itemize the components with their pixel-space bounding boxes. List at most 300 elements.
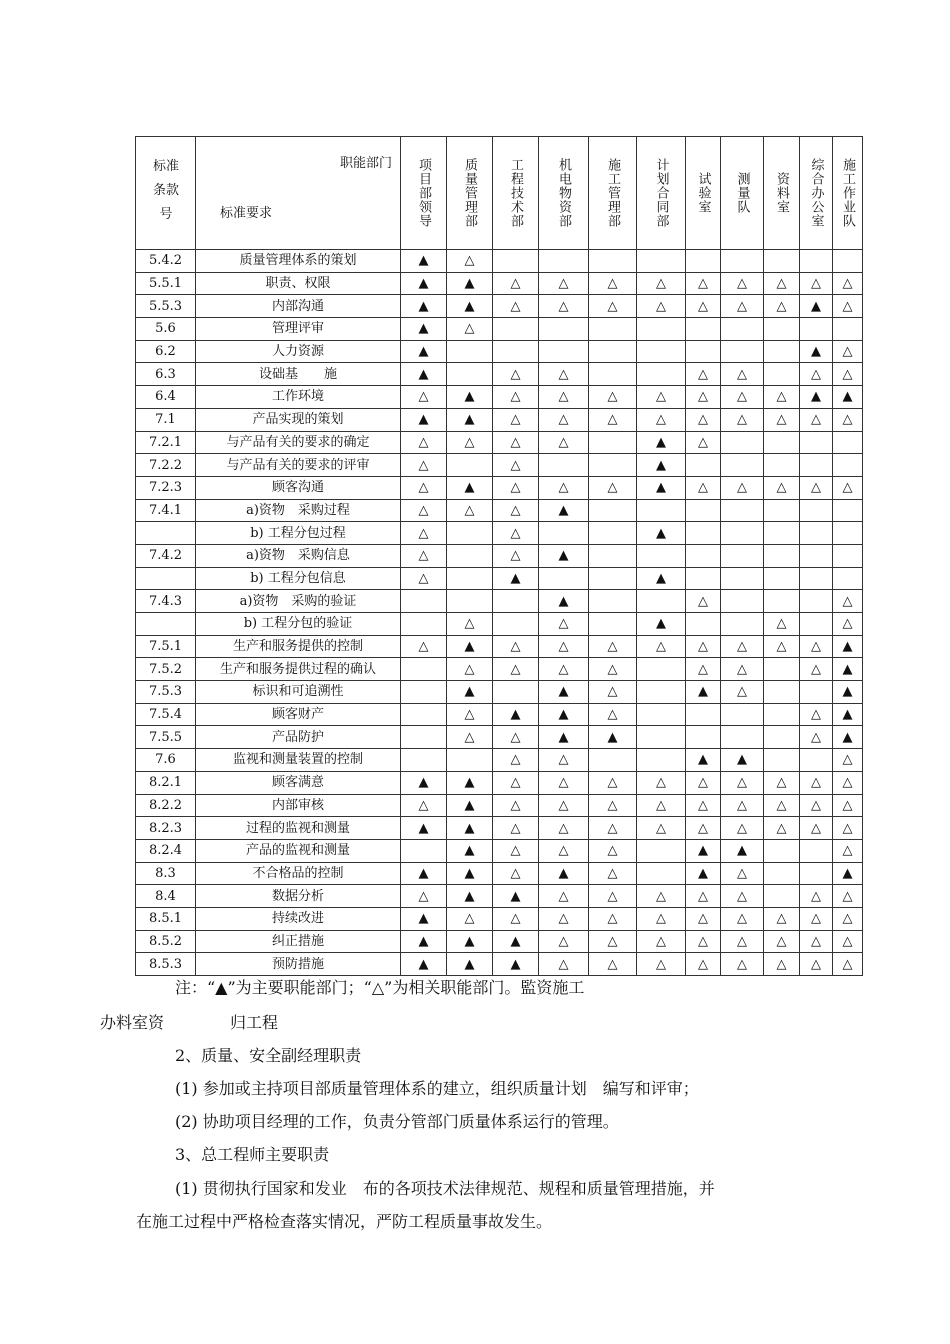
table-row xyxy=(136,340,863,363)
related-mark: △ xyxy=(447,658,493,681)
table-row xyxy=(136,839,863,862)
primary-mark: ▲ xyxy=(539,703,589,726)
related-mark: △ xyxy=(686,817,721,840)
primary-mark: ▲ xyxy=(401,862,447,885)
section-3-item-1-line-2: 在施工过程中严格检查落实情况，严防工程质量事故发生。 xyxy=(136,1212,553,1231)
empty-cell xyxy=(447,522,493,545)
requirement-cell: 管理评审 xyxy=(196,318,401,341)
primary-mark: ▲ xyxy=(493,703,539,726)
primary-mark: ▲ xyxy=(401,408,447,431)
requirement-cell: 顾客沟通 xyxy=(196,476,401,499)
related-mark: △ xyxy=(764,907,800,930)
header-split-cell xyxy=(196,137,401,250)
related-mark: △ xyxy=(589,272,637,295)
empty-cell xyxy=(721,454,764,477)
clause-code-cell: 8.2.4 xyxy=(136,839,196,862)
related-mark: △ xyxy=(493,907,539,930)
primary-mark: ▲ xyxy=(686,681,721,704)
empty-cell xyxy=(764,340,800,363)
section-3-title: 3、总工程师主要职责 xyxy=(175,1145,330,1164)
empty-cell xyxy=(637,544,686,567)
table-row xyxy=(136,544,863,567)
requirement-cell: 数据分析 xyxy=(196,885,401,908)
related-mark: △ xyxy=(686,794,721,817)
related-mark: △ xyxy=(764,817,800,840)
table-row xyxy=(136,771,863,794)
empty-cell xyxy=(447,454,493,477)
related-mark: △ xyxy=(539,749,589,772)
related-mark: △ xyxy=(589,476,637,499)
empty-cell xyxy=(721,318,764,341)
empty-cell xyxy=(833,544,863,567)
empty-cell xyxy=(637,340,686,363)
related-mark: △ xyxy=(401,522,447,545)
empty-cell xyxy=(686,567,721,590)
related-mark: △ xyxy=(686,431,721,454)
related-mark: △ xyxy=(800,272,833,295)
related-mark: △ xyxy=(764,930,800,953)
related-mark: △ xyxy=(401,431,447,454)
department-header: 机电物资部 xyxy=(539,137,589,250)
table-row xyxy=(136,318,863,341)
clause-code-cell: 7.4.2 xyxy=(136,544,196,567)
related-mark: △ xyxy=(833,272,863,295)
table-row xyxy=(136,635,863,658)
empty-cell xyxy=(637,590,686,613)
empty-cell xyxy=(833,522,863,545)
primary-mark: ▲ xyxy=(539,862,589,885)
related-mark: △ xyxy=(721,907,764,930)
requirement-header-label: 标准要求 xyxy=(220,206,273,221)
requirement-cell: 持续改进 xyxy=(196,907,401,930)
primary-mark: ▲ xyxy=(401,363,447,386)
related-mark: △ xyxy=(764,386,800,409)
empty-cell xyxy=(539,454,589,477)
related-mark: △ xyxy=(833,476,863,499)
primary-mark: ▲ xyxy=(637,431,686,454)
empty-cell xyxy=(800,862,833,885)
requirement-cell: 不合格品的控制 xyxy=(196,862,401,885)
empty-cell xyxy=(637,726,686,749)
empty-cell xyxy=(800,590,833,613)
related-mark: △ xyxy=(493,749,539,772)
related-mark: △ xyxy=(637,272,686,295)
requirement-cell: 产品实现的策划 xyxy=(196,408,401,431)
related-mark: △ xyxy=(493,839,539,862)
empty-cell xyxy=(721,567,764,590)
related-mark: △ xyxy=(637,953,686,976)
related-mark: △ xyxy=(833,930,863,953)
primary-mark: ▲ xyxy=(833,386,863,409)
related-mark: △ xyxy=(493,431,539,454)
clause-code-cell: 7.5.2 xyxy=(136,658,196,681)
related-mark: △ xyxy=(401,454,447,477)
requirement-cell: b) 工程分包信息 xyxy=(196,567,401,590)
related-mark: △ xyxy=(401,386,447,409)
table-row xyxy=(136,590,863,613)
related-mark: △ xyxy=(589,885,637,908)
related-mark: △ xyxy=(589,408,637,431)
primary-mark: ▲ xyxy=(447,635,493,658)
empty-cell xyxy=(764,862,800,885)
clause-code-cell: 8.2.3 xyxy=(136,817,196,840)
empty-cell xyxy=(833,431,863,454)
primary-mark: ▲ xyxy=(539,681,589,704)
related-mark: △ xyxy=(721,295,764,318)
related-mark: △ xyxy=(589,386,637,409)
related-mark: △ xyxy=(721,771,764,794)
related-mark: △ xyxy=(539,476,589,499)
related-mark: △ xyxy=(721,363,764,386)
empty-cell xyxy=(721,340,764,363)
related-mark: △ xyxy=(493,658,539,681)
department-header: 试验室 xyxy=(686,137,721,250)
primary-mark: ▲ xyxy=(493,953,539,976)
section-2-item-2: (2) 协助项目经理的工作，负责分管部门质量体系运行的管理。 xyxy=(175,1112,619,1131)
related-mark: △ xyxy=(493,499,539,522)
clause-code-cell: 7.5.5 xyxy=(136,726,196,749)
primary-mark: ▲ xyxy=(539,726,589,749)
requirement-cell: 与产品有关的要求的评审 xyxy=(196,454,401,477)
primary-mark: ▲ xyxy=(401,907,447,930)
related-mark: △ xyxy=(401,567,447,590)
empty-cell xyxy=(721,431,764,454)
empty-cell xyxy=(493,613,539,636)
requirement-cell: 标识和可追溯性 xyxy=(196,681,401,704)
related-mark: △ xyxy=(764,771,800,794)
clause-code-cell: 8.5.3 xyxy=(136,953,196,976)
empty-cell xyxy=(493,318,539,341)
corner-cell xyxy=(136,137,196,250)
requirement-cell: 生产和服务提供过程的确认 xyxy=(196,658,401,681)
empty-cell xyxy=(589,522,637,545)
related-mark: △ xyxy=(686,930,721,953)
requirement-cell: 设础基 施 xyxy=(196,363,401,386)
related-mark: △ xyxy=(539,930,589,953)
related-mark: △ xyxy=(493,295,539,318)
primary-mark: ▲ xyxy=(833,862,863,885)
empty-cell xyxy=(833,250,863,273)
empty-cell xyxy=(764,839,800,862)
primary-mark: ▲ xyxy=(401,953,447,976)
empty-cell xyxy=(833,567,863,590)
related-mark: △ xyxy=(589,907,637,930)
legend-note: 注：“▲”为主要职能部门；“△”为相关职能部门。監资施工 xyxy=(175,978,585,997)
related-mark: △ xyxy=(764,635,800,658)
related-mark: △ xyxy=(800,817,833,840)
related-mark: △ xyxy=(833,613,863,636)
requirement-cell: a)资物 采购过程 xyxy=(196,499,401,522)
clause-code-cell xyxy=(136,567,196,590)
related-mark: △ xyxy=(493,454,539,477)
related-mark: △ xyxy=(589,635,637,658)
related-mark: △ xyxy=(721,635,764,658)
primary-mark: ▲ xyxy=(833,658,863,681)
empty-cell xyxy=(721,499,764,522)
empty-cell xyxy=(539,567,589,590)
empty-cell xyxy=(401,681,447,704)
empty-cell xyxy=(764,590,800,613)
related-mark: △ xyxy=(686,885,721,908)
empty-cell xyxy=(539,340,589,363)
table-row xyxy=(136,499,863,522)
primary-mark: ▲ xyxy=(800,340,833,363)
department-header: 质量管理部 xyxy=(447,137,493,250)
related-mark: △ xyxy=(539,771,589,794)
table-row xyxy=(136,386,863,409)
related-mark: △ xyxy=(833,817,863,840)
empty-cell xyxy=(686,544,721,567)
related-mark: △ xyxy=(493,522,539,545)
related-mark: △ xyxy=(721,817,764,840)
related-mark: △ xyxy=(833,340,863,363)
related-mark: △ xyxy=(800,635,833,658)
clause-code-cell: 8.2.1 xyxy=(136,771,196,794)
primary-mark: ▲ xyxy=(833,726,863,749)
empty-cell xyxy=(764,658,800,681)
related-mark: △ xyxy=(539,363,589,386)
related-mark: △ xyxy=(800,363,833,386)
clause-code-cell: 8.2.2 xyxy=(136,794,196,817)
related-mark: △ xyxy=(589,681,637,704)
requirement-cell: 内部审核 xyxy=(196,794,401,817)
empty-cell xyxy=(589,544,637,567)
empty-cell xyxy=(447,340,493,363)
table-row xyxy=(136,953,863,976)
requirement-cell: b) 工程分包的验证 xyxy=(196,613,401,636)
empty-cell xyxy=(637,862,686,885)
related-mark: △ xyxy=(589,862,637,885)
department-header: 项目部领导 xyxy=(401,137,447,250)
related-mark: △ xyxy=(637,635,686,658)
primary-mark: ▲ xyxy=(493,567,539,590)
table-row xyxy=(136,363,863,386)
related-mark: △ xyxy=(539,658,589,681)
related-mark: △ xyxy=(637,930,686,953)
requirement-cell: 顾客财产 xyxy=(196,703,401,726)
primary-mark: ▲ xyxy=(493,885,539,908)
table-row xyxy=(136,681,863,704)
related-mark: △ xyxy=(539,885,589,908)
related-mark: △ xyxy=(589,658,637,681)
table-row xyxy=(136,862,863,885)
department-header: 施工作业队 xyxy=(833,137,863,250)
table-row xyxy=(136,658,863,681)
related-mark: △ xyxy=(686,476,721,499)
related-mark: △ xyxy=(493,386,539,409)
primary-mark: ▲ xyxy=(447,681,493,704)
related-mark: △ xyxy=(637,771,686,794)
clause-code-cell: 8.4 xyxy=(136,885,196,908)
empty-cell xyxy=(833,499,863,522)
clause-code-cell: 7.4.1 xyxy=(136,499,196,522)
table-row xyxy=(136,885,863,908)
related-mark: △ xyxy=(686,408,721,431)
related-mark: △ xyxy=(539,907,589,930)
primary-mark: ▲ xyxy=(447,885,493,908)
clause-code-cell: 7.4.3 xyxy=(136,590,196,613)
related-mark: △ xyxy=(800,930,833,953)
empty-cell xyxy=(833,318,863,341)
empty-cell xyxy=(764,318,800,341)
related-mark: △ xyxy=(764,953,800,976)
primary-mark: ▲ xyxy=(447,295,493,318)
related-mark: △ xyxy=(686,907,721,930)
clause-code-cell: 6.2 xyxy=(136,340,196,363)
clause-code-cell: 7.5.3 xyxy=(136,681,196,704)
empty-cell xyxy=(447,749,493,772)
empty-cell xyxy=(721,522,764,545)
empty-cell xyxy=(589,250,637,273)
empty-cell xyxy=(686,250,721,273)
related-mark: △ xyxy=(637,408,686,431)
primary-mark: ▲ xyxy=(401,817,447,840)
clause-code-cell: 7.1 xyxy=(136,408,196,431)
empty-cell xyxy=(686,703,721,726)
empty-cell xyxy=(800,839,833,862)
table-row xyxy=(136,408,863,431)
table-row xyxy=(136,295,863,318)
primary-mark: ▲ xyxy=(447,476,493,499)
primary-mark: ▲ xyxy=(401,930,447,953)
empty-cell xyxy=(589,318,637,341)
related-mark: △ xyxy=(493,862,539,885)
empty-cell xyxy=(764,544,800,567)
empty-cell xyxy=(447,590,493,613)
related-mark: △ xyxy=(589,839,637,862)
empty-cell xyxy=(493,590,539,613)
table-row xyxy=(136,476,863,499)
empty-cell xyxy=(401,590,447,613)
primary-mark: ▲ xyxy=(637,454,686,477)
primary-mark: ▲ xyxy=(447,930,493,953)
requirement-cell: 质量管理体系的策划 xyxy=(196,250,401,273)
related-mark: △ xyxy=(493,794,539,817)
empty-cell xyxy=(447,567,493,590)
empty-cell xyxy=(764,885,800,908)
related-mark: △ xyxy=(401,635,447,658)
department-header: 工程技术部 xyxy=(493,137,539,250)
clause-code-cell: 8.3 xyxy=(136,862,196,885)
related-mark: △ xyxy=(800,885,833,908)
related-mark: △ xyxy=(764,613,800,636)
related-mark: △ xyxy=(833,907,863,930)
related-mark: △ xyxy=(833,885,863,908)
primary-mark: ▲ xyxy=(447,953,493,976)
related-mark: △ xyxy=(539,408,589,431)
primary-mark: ▲ xyxy=(447,272,493,295)
related-mark: △ xyxy=(493,726,539,749)
empty-cell xyxy=(800,613,833,636)
empty-cell xyxy=(686,318,721,341)
empty-cell xyxy=(637,363,686,386)
related-mark: △ xyxy=(686,295,721,318)
primary-mark: ▲ xyxy=(493,930,539,953)
empty-cell xyxy=(764,749,800,772)
related-mark: △ xyxy=(800,726,833,749)
primary-mark: ▲ xyxy=(447,839,493,862)
empty-cell xyxy=(800,499,833,522)
related-mark: △ xyxy=(800,408,833,431)
empty-cell xyxy=(800,749,833,772)
requirement-cell: 生产和服务提供的控制 xyxy=(196,635,401,658)
department-header: 测量队 xyxy=(721,137,764,250)
primary-mark: ▲ xyxy=(401,340,447,363)
related-mark: △ xyxy=(800,907,833,930)
empty-cell xyxy=(721,590,764,613)
related-mark: △ xyxy=(764,408,800,431)
clause-code-cell xyxy=(136,613,196,636)
clause-code-cell: 7.2.1 xyxy=(136,431,196,454)
primary-mark: ▲ xyxy=(833,681,863,704)
empty-cell xyxy=(401,613,447,636)
empty-cell xyxy=(589,749,637,772)
empty-cell xyxy=(447,544,493,567)
related-mark: △ xyxy=(833,771,863,794)
requirement-cell: 过程的监视和测量 xyxy=(196,817,401,840)
related-mark: △ xyxy=(401,794,447,817)
empty-cell xyxy=(800,454,833,477)
table-row xyxy=(136,454,863,477)
table-row xyxy=(136,930,863,953)
related-mark: △ xyxy=(401,544,447,567)
empty-cell xyxy=(637,749,686,772)
empty-cell xyxy=(721,703,764,726)
empty-cell xyxy=(401,839,447,862)
related-mark: △ xyxy=(401,476,447,499)
related-mark: △ xyxy=(447,703,493,726)
related-mark: △ xyxy=(493,363,539,386)
related-mark: △ xyxy=(800,703,833,726)
related-mark: △ xyxy=(721,794,764,817)
clause-code-cell: 8.5.2 xyxy=(136,930,196,953)
related-mark: △ xyxy=(637,386,686,409)
empty-cell xyxy=(401,703,447,726)
related-mark: △ xyxy=(764,476,800,499)
empty-cell xyxy=(721,544,764,567)
department-header-label: 职能部门 xyxy=(339,156,392,171)
empty-cell xyxy=(800,318,833,341)
related-mark: △ xyxy=(539,386,589,409)
primary-mark: ▲ xyxy=(401,771,447,794)
primary-mark: ▲ xyxy=(447,408,493,431)
related-mark: △ xyxy=(447,431,493,454)
related-mark: △ xyxy=(589,953,637,976)
clause-code-cell: 5.6 xyxy=(136,318,196,341)
primary-mark: ▲ xyxy=(401,318,447,341)
empty-cell xyxy=(686,726,721,749)
section-2-title: 2、质量、安全副经理职责 xyxy=(175,1046,362,1065)
empty-cell xyxy=(637,681,686,704)
primary-mark: ▲ xyxy=(401,250,447,273)
related-mark: △ xyxy=(800,953,833,976)
note-continuation-a: 办料室资 xyxy=(100,1013,165,1032)
empty-cell xyxy=(686,454,721,477)
related-mark: △ xyxy=(721,658,764,681)
primary-mark: ▲ xyxy=(721,839,764,862)
related-mark: △ xyxy=(493,771,539,794)
related-mark: △ xyxy=(833,408,863,431)
related-mark: △ xyxy=(800,794,833,817)
empty-cell xyxy=(764,363,800,386)
related-mark: △ xyxy=(686,386,721,409)
header-row xyxy=(136,137,863,250)
clause-code-cell: 7.6 xyxy=(136,749,196,772)
requirement-cell: a)资物 采购的验证 xyxy=(196,590,401,613)
related-mark: △ xyxy=(686,590,721,613)
empty-cell xyxy=(539,318,589,341)
clause-code-cell: 8.5.1 xyxy=(136,907,196,930)
